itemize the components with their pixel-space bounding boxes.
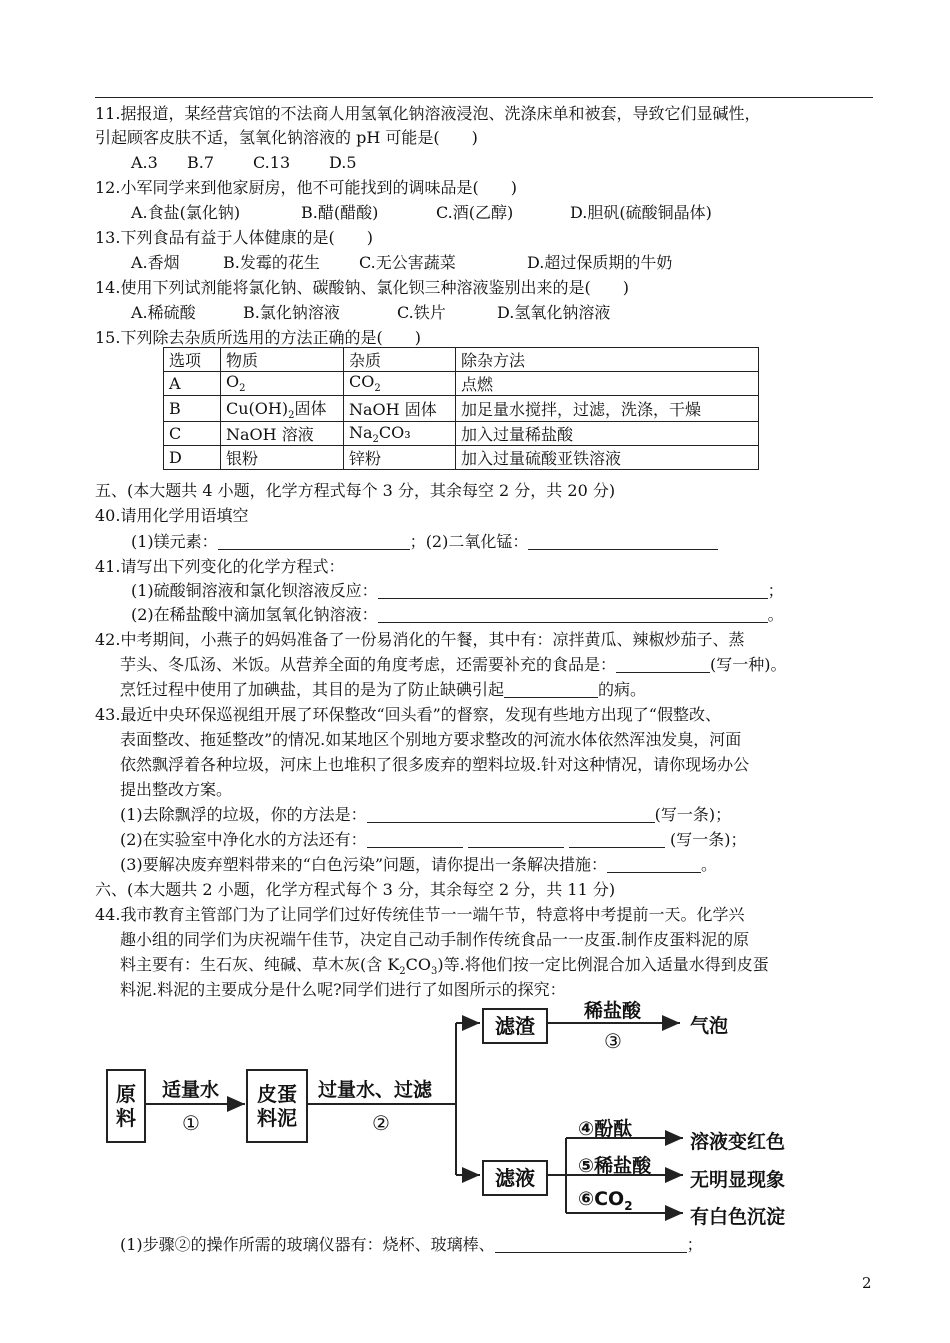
table-row (164, 396, 759, 422)
q44-line4: 料泥.料泥的主要成分是什么呢?同学们进行了如图所示的探究： (120, 980, 566, 999)
result4-red: 溶液变红色 (690, 1131, 786, 1153)
table-cell: 加入过量硫酸亚铁溶液 (456, 446, 759, 470)
table-header: 除杂方法 (456, 348, 759, 372)
q13-stem: 13.下列食品有益于人体健康的是( ) (95, 228, 373, 247)
q12-option-c: C.酒(乙醇) (436, 203, 514, 222)
step6-label: $⑥CO_2$ (578, 1188, 633, 1213)
answer-blank[interactable] (218, 533, 410, 550)
q11-option-c: C.13 (253, 153, 291, 172)
table-cell: 银粉 (221, 446, 344, 470)
q44-part1: (1)步骤②的操作所需的玻璃仪器有：烧杯、玻璃棒、 ； (120, 1235, 703, 1254)
page-number: 2 (862, 1274, 872, 1292)
step4-label: ④酚酞 (578, 1118, 633, 1140)
diagram-lines (100, 1005, 820, 1230)
q43-part3: (3)要解决废弃塑料带来的“白色污染”问题，请你提出一条解决措施： 。 (120, 855, 718, 874)
q14-option-c: C.铁片 (397, 303, 446, 322)
answer-blank[interactable] (569, 831, 665, 848)
q43-line1: 43.最近中央环保巡视组开展了环保整改“回头看”的督察，发现有些地方出现了“假整改、 (95, 705, 721, 724)
step2-marker: ② (372, 1111, 390, 1135)
step2-label: 过量水、过滤 (318, 1079, 433, 1101)
q41-part2: (2)在稀盐酸中滴加氢氧化钠溶液： 。 (131, 605, 784, 624)
box-raw-materials: 原 料 (106, 1069, 146, 1143)
result6-precipitate: 有白色沉淀 (690, 1206, 786, 1228)
q14-option-b: B.氯化钠溶液 (243, 303, 340, 322)
q13-option-b: B.发霉的花生 (223, 253, 320, 272)
q11-line1: 11.据报道，某经营宾馆的不法商人用氢氧化钠溶液浸泡、洗涤床单和被套，导致它们显碱性， (95, 104, 761, 123)
q12-option-a: A.食盐(氯化钠) (131, 203, 241, 222)
section-6-heading: 六、(本大题共 2 小题，化学方程式每个 3 分，其余每空 2 分，共 11 分) (95, 880, 616, 899)
answer-blank[interactable] (468, 831, 564, 848)
q42-line3: 烹饪过程中使用了加碘盐，其目的是为了防止缺碘引起 的病。 (120, 680, 647, 699)
q11-options (131, 152, 357, 174)
answer-blank[interactable] (495, 1236, 687, 1253)
q13-option-c: C.无公害蔬菜 (359, 253, 456, 272)
q43-line3: 依然飘浮着各种垃圾，河床上也堆积了很多废弃的塑料垃圾.针对这种情况，请你现场办公 (120, 755, 750, 774)
table-cell: 加足量水搅拌，过滤，洗涤，干燥 (456, 396, 759, 422)
table-cell: A (164, 372, 221, 396)
q11-option-b: B.7 (187, 153, 215, 172)
table-cell: NaOH 溶液 (221, 422, 344, 446)
box-residue: 滤渣 (482, 1008, 548, 1044)
step5-label: ⑤稀盐酸 (578, 1155, 652, 1177)
table-cell: 锌粉 (344, 446, 456, 470)
table-cell: $Na_2CO_3$ (344, 422, 456, 446)
q12-options (131, 202, 712, 224)
q40-stem: 40.请用化学用语填空 (95, 506, 249, 525)
table-header-row (164, 348, 759, 372)
table-cell: B (164, 396, 221, 422)
step3-marker: ③ (604, 1029, 622, 1053)
section-5-heading: 五、(本大题共 4 小题，化学方程式每个 3 分，其余每空 2 分，共 20 分) (95, 481, 616, 500)
result3-bubbles: 气泡 (690, 1015, 729, 1037)
table-cell: D (164, 446, 221, 470)
q11-option-a: A.3 (131, 153, 158, 172)
table-cell: 点燃 (456, 372, 759, 396)
answer-blank[interactable] (528, 533, 718, 550)
q14-option-d: D.氢氧化钠溶液 (497, 303, 611, 322)
q14-options (131, 302, 610, 324)
q43-part1: (1)去除飘浮的垃圾，你的方法是： (写一条)； (120, 805, 732, 824)
answer-blank[interactable] (616, 656, 710, 673)
q11-option-d: D.5 (329, 153, 357, 172)
q44-line3: 料主要有：生石灰、纯碱、草木灰(含 $K_2CO_3$)等.将他们按一定比例混合加入适量水得到皮蛋 (120, 955, 769, 978)
table-cell: C (164, 422, 221, 446)
result5-no-change: 无明显现象 (690, 1169, 786, 1191)
q13-option-d: D.超过保质期的牛奶 (527, 253, 673, 272)
q14-option-a: A.稀硫酸 (131, 303, 196, 322)
q13-options (131, 252, 672, 274)
answer-blank[interactable] (504, 681, 598, 698)
experiment-flow-diagram (100, 1000, 820, 1230)
q15-table (163, 347, 759, 470)
q12-option-d: D.胆矾(硫酸铜晶体) (570, 203, 712, 222)
answer-blank[interactable] (378, 582, 768, 599)
q44-line1: 44.我市教育主管部门为了让同学们过好传统佳节一一端午节，特意将中考提前一天。化学兴 (95, 905, 745, 924)
table-cell: NaOH 固体 (344, 396, 456, 422)
q42-line2: 芋头、冬瓜汤、米饭。从营养全面的角度考虑，还需要补充的食品是： (写一种)。 (120, 655, 787, 674)
box-filtrate: 滤液 (482, 1160, 548, 1196)
table-cell: $O_2$ (221, 372, 344, 396)
box-egg-mud: 皮蛋 料泥 (246, 1069, 308, 1143)
q42-line1: 42.中考期间，小燕子的妈妈准备了一份易消化的午餐，其中有：凉拌黄瓜、辣椒炒茄子、蒸 (95, 630, 745, 649)
q40-parts: (1)镁元素： ；(2)二氧化锰： (131, 531, 718, 553)
table-header: 杂质 (344, 348, 456, 372)
answer-blank[interactable] (607, 856, 701, 873)
step1-label: 适量水 (162, 1079, 220, 1101)
q14-stem: 14.使用下列试剂能将氯化钠、碳酸钠、氯化钡三种溶液鉴别出来的是( ) (95, 278, 629, 297)
table-row (164, 446, 759, 470)
table-cell: 加入过量稀盐酸 (456, 422, 759, 446)
q13-option-a: A.香烟 (131, 253, 180, 272)
step1-marker: ① (182, 1111, 200, 1135)
table-cell: $Cu(OH)_2$固体 (221, 396, 344, 422)
step3-label: 稀盐酸 (584, 1000, 642, 1022)
table-row (164, 422, 759, 446)
q12-stem: 12.小军同学来到他家厨房，他不可能找到的调味品是( ) (95, 178, 517, 197)
answer-blank[interactable] (378, 606, 768, 623)
top-rule (95, 97, 873, 98)
q12-option-b: B.醋(醋酸) (301, 203, 379, 222)
answer-blank[interactable] (367, 806, 655, 823)
q43-line2: 表面整改、拖延整改”的情况.如某地区个别地方要求整改的河流水体依然浑浊发臭，河面 (120, 730, 742, 749)
q41-stem: 41.请写出下列变化的化学方程式： (95, 557, 345, 576)
table-header: 物质 (221, 348, 344, 372)
answer-blank[interactable] (367, 831, 463, 848)
q43-line4: 提出整改方案。 (120, 780, 233, 799)
table-cell: $CO_2$ (344, 372, 456, 396)
q11-line2: 引起顾客皮肤不适，氢氧化钠溶液的 pH 可能是( ) (95, 128, 478, 147)
q43-part2: (2)在实验室中净化水的方法还有： (写一条)； (120, 830, 747, 849)
table-header: 选项 (164, 348, 221, 372)
q44-line2: 趣小组的同学们为庆祝端午佳节，决定自己动手制作传统食品一一皮蛋.制作皮蛋料泥的原 (120, 930, 750, 949)
q15-stem: 15.下列除去杂质所选用的方法正确的是( ) (95, 328, 421, 347)
q41-part1: (1)硫酸铜溶液和氯化钡溶液反应： ； (131, 581, 784, 600)
table-row (164, 372, 759, 396)
